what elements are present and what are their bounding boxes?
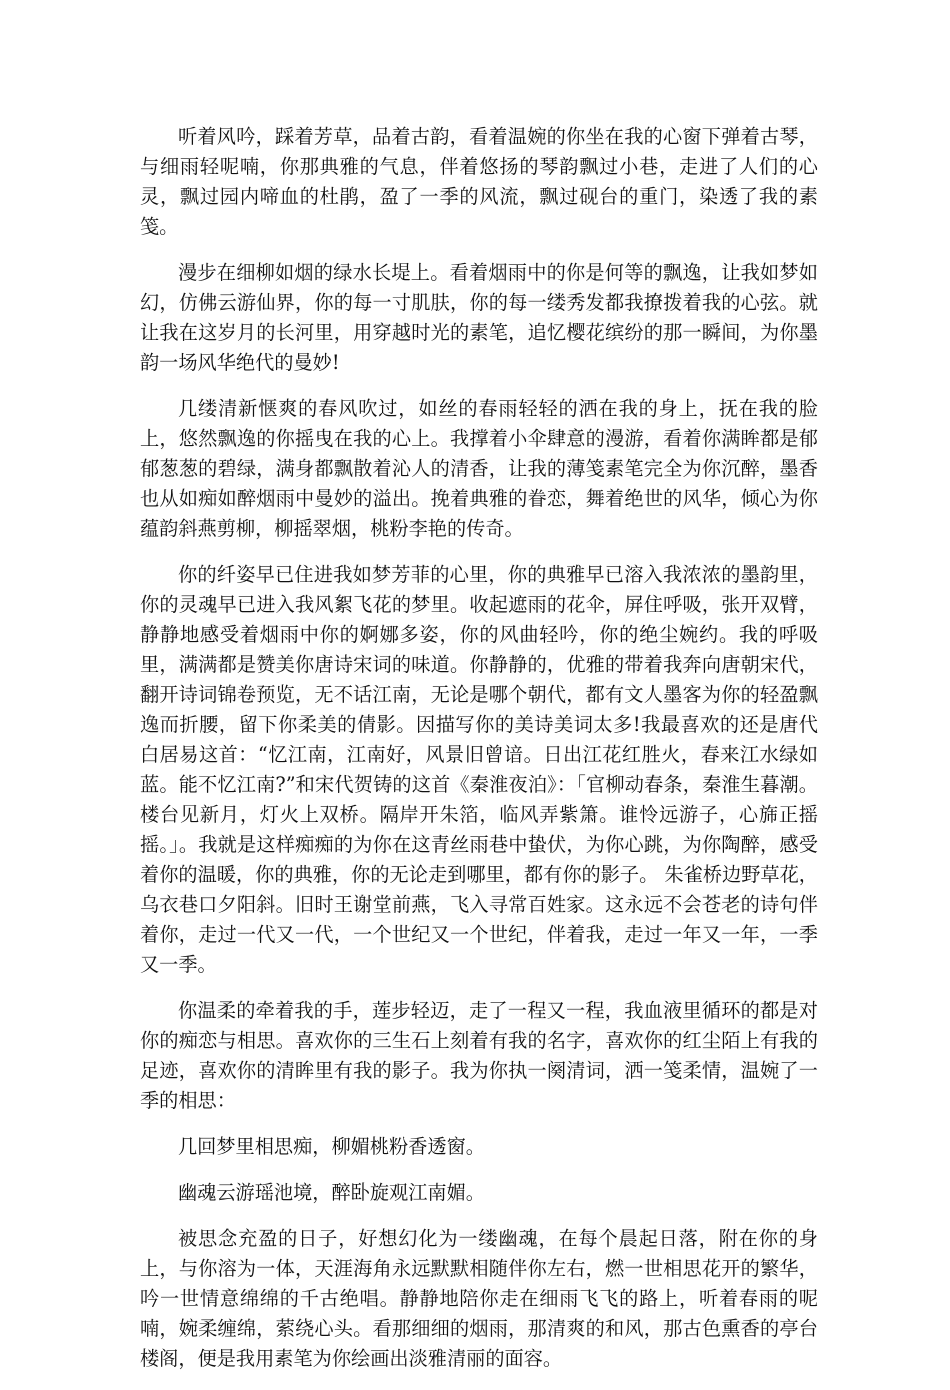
paragraph-2: 漫步在细柳如烟的绿水长堤上。看着烟雨中的你是何等的飘逸，让我如梦如幻，仿佛云游仙界，你的每一寸肌肤，你的每一缕秀发都我撩拨着我的心弦。就让我在这岁月的长河里，用穿越时光的素笔，追忆樱花缤纷的那一瞬间，为你墨韵一场风华绝代的曼妙! xyxy=(140,261,818,374)
paragraph-3: 几缕清新惬爽的春风吹过，如丝的春雨轻轻的洒在我的身上，抚在我的脸上，悠然飘逸的你摇曳在我的心上。我撑着小伞肆意的漫游，看着你满眸都是郁郁葱葱的碧绿，满身都飘散着沁人的清香，让我的薄笺素笔完全为你沉醉，墨香也从如痴如醉烟雨中曼妙的溢出。挽着典雅的眷恋，舞着绝世的风华，倾心为你蕴韵斜燕剪柳，柳摇翠烟，桃粉李艳的传奇。 xyxy=(140,397,818,540)
paragraph-5: 你温柔的牵着我的手，莲步轻迈，走了一程又一程，我血液里循环的都是对你的痴恋与相思。喜欢你的三生石上刻着有我的名字，喜欢你的红尘陌上有我的足迹，喜欢你的清眸里有我的影子。我为你执一阕清词，洒一笺柔情，温婉了一季的相思： xyxy=(140,999,818,1112)
paragraph-6: 被思念充盈的日子，好想幻化为一缕幽魂，在每个晨起日落，附在你的身上，与你溶为一体，天涯海角永远默默相随伴你左右，燃一世相思花开的繁华，吟一世情意绵绵的千古绝唱。静静地陪你走在细雨飞飞的路上，听着春雨的呢喃，婉柔缠绵，萦绕心头。看那细细的烟雨，那清爽的和风，那古色熏香的亭台楼阁，便是我用素笔为你绘画出淡雅清丽的面容。 xyxy=(140,1227,818,1370)
document-body xyxy=(140,122,818,1390)
paragraph-4: 你的纤姿早已住进我如梦芳菲的心里，你的典雅早已溶入我浓浓的墨韵里，你的灵魂早已进入我风絮飞花的梦里。收起遮雨的花伞，屏住呼吸，张开双臂，静静地感受着烟雨中你的婀娜多姿，你的风曲轻吟，你的绝尘婉约。我的呼吸里，满满都是赞美你唐诗宋词的味道。你静静的，优雅的带着我奔向唐朝宋代，翻开诗词锦卷预览，无不话江南，无论是哪个朝代，都有文人墨客为你的轻盈飘逸而折腰，留下你柔美的倩影。因描写你的美诗美词太多!我最喜欢的还是唐代白居易这首：“忆江南，江南好，风景旧曾谙。日出江花红胜火，春来江水绿如蓝。能不忆江南?”和宋代贺铸的这首《秦淮夜泊》：「官柳动春条，秦淮生暮潮。楼台见新月，灯火上双桥。隔岸开朱箔，临风弄紫箫。谁怜远游子，心旆正摇摇。」。我就是这样痴痴的为你在这青丝雨巷中蛰伏，为你心跳，为你陶醉，感受着你的温暖，你的典雅，你的无论走到哪里，都有你的影子。 朱雀桥边野草花，乌衣巷口夕阳斜。旧时王谢堂前燕，飞入寻常百姓家。这永远不会苍老的诗句伴着你，走过一代又一代，一个世纪又一个世纪，伴着我，走过一年又一年，一季又一季。 xyxy=(140,563,818,976)
verse-line-1: 几回梦里相思痴，柳媚桃粉香透窗。 xyxy=(178,1135,485,1158)
paragraph-1: 听着风吟，踩着芳草，品着古韵，看着温婉的你坐在我的心窗下弹着古琴，与细雨轻呢喃，你那典雅的气息，伴着悠扬的琴韵飘过小巷，走进了人们的心灵，飘过园内啼血的杜鹃，盈了一季的风流，飘过砚台的重门，染透了我的素笺。 xyxy=(140,125,818,238)
verse-line-2: 幽魂云游瑶池境，醉卧旋观江南媚。 xyxy=(178,1181,485,1204)
